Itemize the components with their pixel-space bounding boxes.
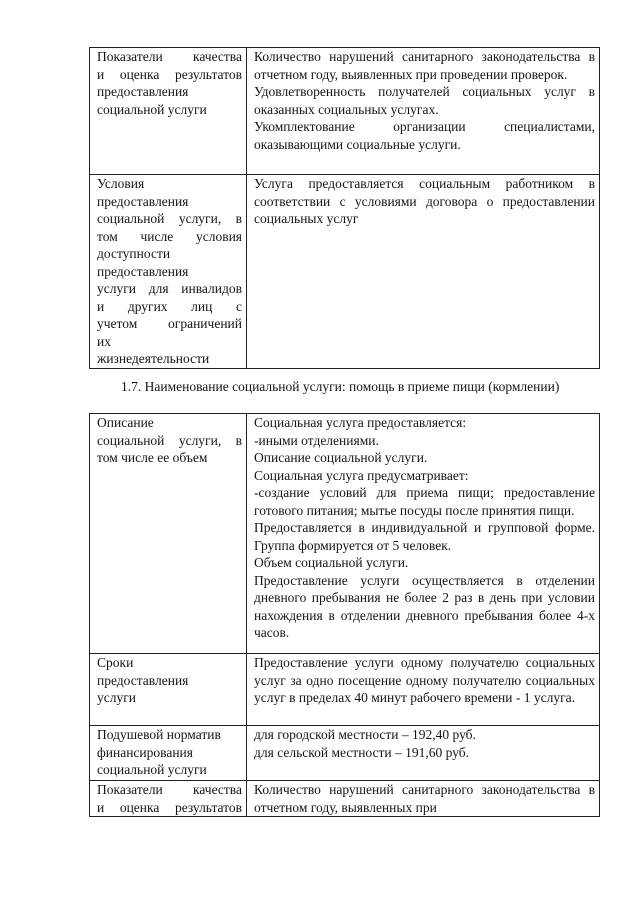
paragraph: Количество нарушений санитарного законодательства в отчетном году, выявленных при проведении проверок. xyxy=(254,49,595,82)
label-line: предоставления xyxy=(97,193,189,209)
label-line: том числе условия xyxy=(97,228,242,244)
label-line: предоставления xyxy=(97,84,189,99)
table-row xyxy=(90,654,600,726)
row-text-quality-indicators xyxy=(247,48,600,175)
label-line: Показатели качества xyxy=(97,782,242,797)
label-line: и оценка результатов xyxy=(97,66,242,82)
paragraph: для сельской местности – 191,60 руб. xyxy=(254,744,470,760)
paragraph: Количество нарушений санитарного законодательства в отчетном году, выявленных при xyxy=(254,782,595,815)
paragraph: Социальная услуга предоставляется: xyxy=(254,415,467,430)
table-row xyxy=(90,781,600,817)
label-line: жизнедеятельности xyxy=(97,351,210,366)
label-line: социальной услуги, в xyxy=(97,432,242,448)
paragraph: Социальная услуга предусматривает: xyxy=(254,467,469,483)
paragraph: Удовлетворенность получателей социальных услуг в оказанных социальных услугах. xyxy=(254,84,595,117)
label-line: том числе ее объем xyxy=(97,450,208,465)
label-line: предоставления xyxy=(97,672,189,688)
paragraph: Описание социальной услуги. xyxy=(254,450,428,465)
paragraph: Предоставление услуги осуществляется в отделении дневного пребывания не более 2 раз в день при условии нахождения в отделении дневного пребывания более 4-х часов. xyxy=(254,572,595,640)
label-line: предоставления xyxy=(97,263,189,279)
paragraph: -иными отделениями. xyxy=(254,432,379,448)
row-label-terms xyxy=(90,654,247,726)
table-row xyxy=(90,175,600,369)
label-line: услуги для инвалидов xyxy=(97,281,242,296)
row-label-quality-indicators xyxy=(90,48,247,175)
paragraph: Услуга предоставляется социальным работником в соответствии с условиями договора о предоставлении социальных услуг xyxy=(254,176,595,226)
section-heading xyxy=(89,378,600,396)
row-label-quality-indicators-2 xyxy=(90,781,247,817)
label-line: социальной услуги, в xyxy=(97,211,242,226)
paragraph: Предоставление услуги одному получателю социальных услуг за одно посещение одному получателю социальных услуг в пределах 40 минут рабочего времени - 1 услуга. xyxy=(254,655,595,705)
label-line: Сроки xyxy=(97,655,134,670)
paragraph: для городской местности – 192,40 руб. xyxy=(254,727,476,742)
label-line: услуги xyxy=(97,690,136,705)
section-heading-text: 1.7. Наименование социальной услуги: помощь в приеме пищи (кормлении) xyxy=(121,379,560,394)
label-line: Показатели качества xyxy=(97,49,242,64)
table-row xyxy=(90,48,600,175)
row-text-description xyxy=(247,414,600,654)
row-text-per-capita-norm xyxy=(247,726,600,781)
label-line: Подушевой норматив xyxy=(97,727,221,742)
row-label-conditions xyxy=(90,175,247,369)
table-row xyxy=(90,726,600,781)
table-row xyxy=(90,414,600,654)
paragraph: Объем социальной услуги. xyxy=(254,555,409,570)
label-line: социальной услуги xyxy=(97,101,207,117)
service-table-2 xyxy=(89,413,600,817)
label-line: учетом ограничений xyxy=(97,316,242,331)
paragraph: -создание условий для приема пищи; предоставление готового питания; мытье посуды после принятия пищи. xyxy=(254,485,595,518)
row-text-terms xyxy=(247,654,600,726)
label-line: социальной услуги xyxy=(97,762,207,777)
label-line: доступности xyxy=(97,246,171,261)
row-text-conditions xyxy=(247,175,600,369)
label-line: Условия xyxy=(97,176,145,191)
paragraph: Укомплектование организации специалистами, оказывающими социальные услуги. xyxy=(254,119,595,152)
label-line: Описание xyxy=(97,415,154,430)
label-line: их xyxy=(97,333,111,349)
paragraph: Предоставляется в индивидуальной и групповой форме. Группа формируется от 5 человек. xyxy=(254,520,595,553)
label-line: и оценка результатов xyxy=(97,799,242,815)
label-line: и других лиц с xyxy=(97,298,242,314)
label-line: финансирования xyxy=(97,744,193,760)
row-text-quality-indicators-2 xyxy=(247,781,600,817)
row-label-per-capita-norm xyxy=(90,726,247,781)
row-label-description xyxy=(90,414,247,654)
service-table-1 xyxy=(89,47,600,369)
